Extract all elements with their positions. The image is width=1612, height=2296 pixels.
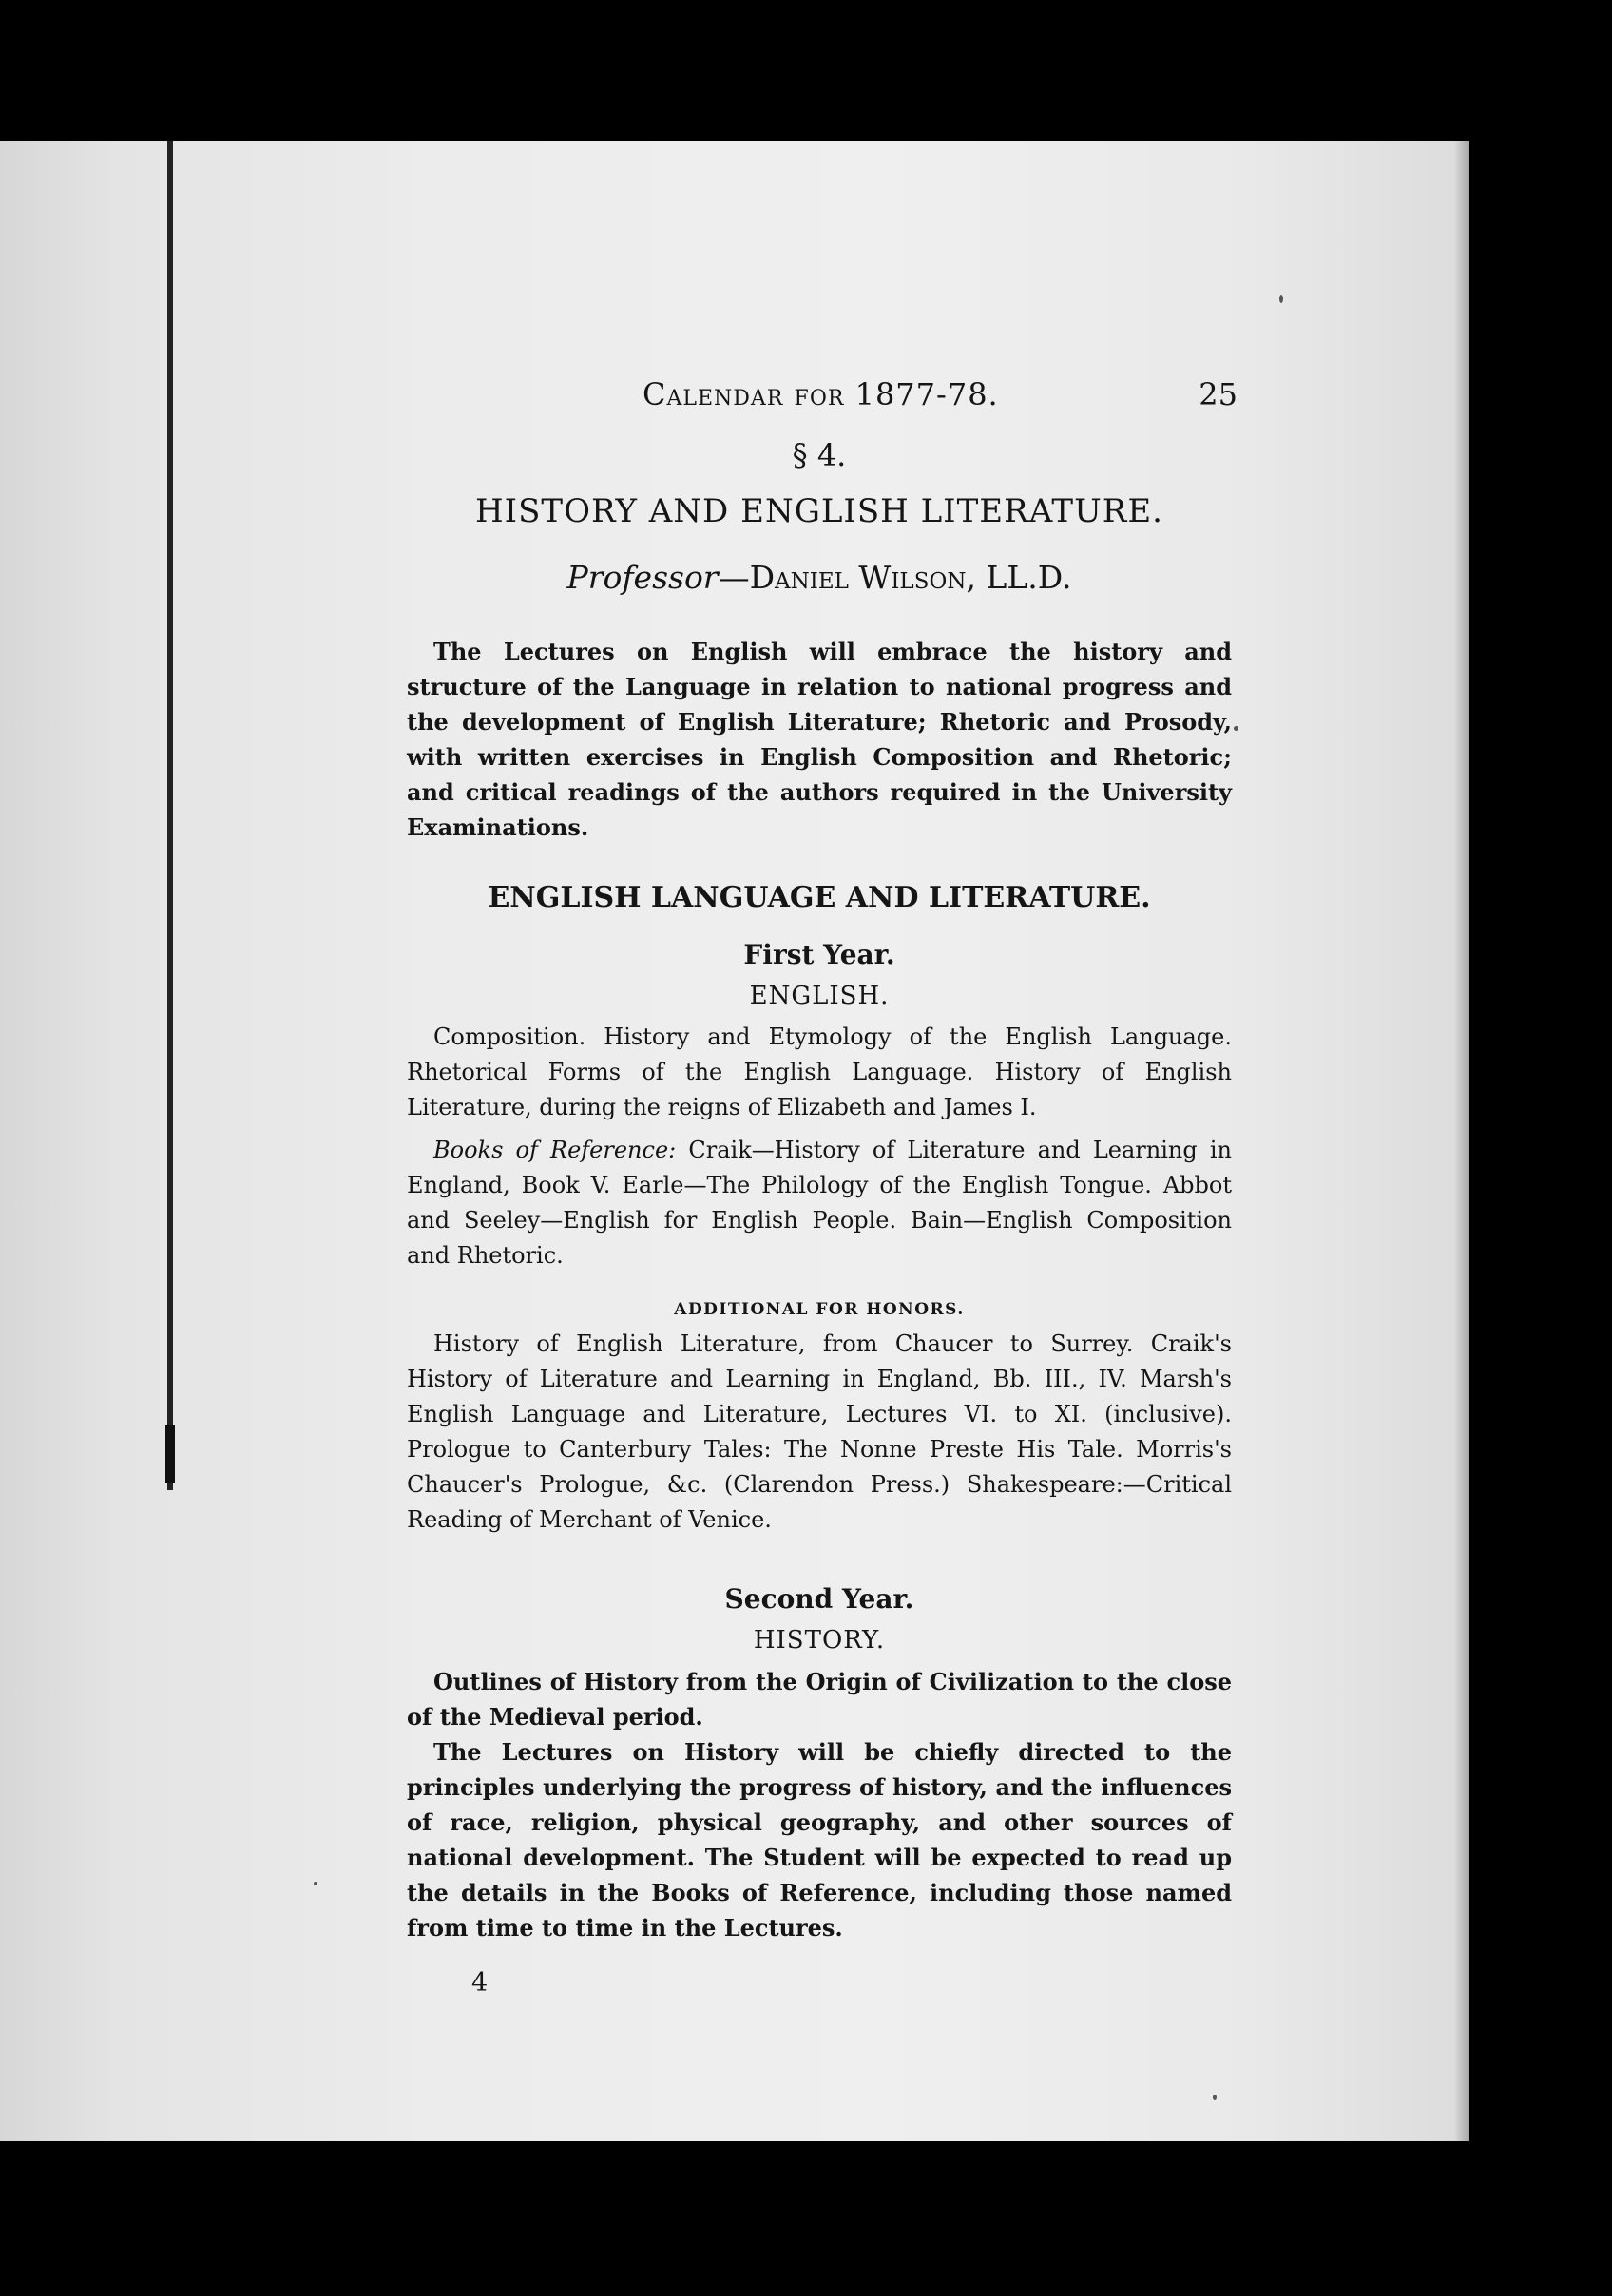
gutter-mark — [165, 1425, 175, 1483]
section-mark: § 4. — [792, 437, 847, 473]
first-year-subject: ENGLISH. — [749, 982, 890, 1010]
professor-name: —Daniel Wilson, LL.D. — [718, 559, 1072, 596]
page-number: 25 — [1199, 376, 1238, 412]
signature-mark: 4 — [471, 1968, 489, 1998]
dust-speck — [1279, 295, 1283, 303]
second-year-heading: Second Year. — [724, 1583, 914, 1615]
binding-gutter — [167, 141, 173, 1490]
dust-speck — [1234, 726, 1238, 731]
page-text — [407, 376, 1238, 1998]
subject-heading: ENGLISH LANGUAGE AND LITERATURE. — [488, 881, 1151, 914]
first-year-body: Composition. History and Etymology of the English Language. Rhetorical Forms of the English Language. History of English Literature, during the reigns of Elizabeth and James I. — [407, 1024, 1232, 1120]
second-year-body-1: Outlines of History from the Origin of Civilization to the close of the Medieval period. — [407, 1668, 1232, 1731]
second-year-body-2: The Lectures on History will be chiefly directed to the principles underlying the progress of history, and the influences of race, religion, physical geography, and other sources of national development. The Student will be expected to read up the details in the Books of Reference, including those named from time to time in the Lectures. — [407, 1738, 1232, 1942]
section-title: HISTORY AND ENGLISH LITERATURE. — [475, 492, 1163, 530]
professor-role: Professor — [566, 559, 719, 596]
reference-body: Craik—History of Literature and Learning in England, Book V. Earle—The Philology of the English Tongue. Abbot and Seeley—English for English People. Bain—English Composition and Rhetoric. — [407, 1137, 1232, 1269]
reference-label: Books of Reference: — [433, 1137, 677, 1163]
books-of-reference — [407, 1133, 1232, 1273]
dust-speck — [314, 1882, 317, 1885]
professor-line — [407, 559, 1232, 596]
dust-speck — [1213, 2095, 1217, 2100]
honors-heading: ADDITIONAL FOR HONORS. — [674, 1300, 965, 1319]
first-year-heading: First Year. — [743, 939, 895, 970]
intro-paragraph: The Lectures on English will embrace the history and structure of the Language in relation to national progress and the development of English Literature; Rhetoric and Prosody, with written exercises in English Composition and Rhetoric; and critical readings of the authors required in the University Examinations. — [407, 638, 1232, 841]
running-header — [407, 376, 1238, 428]
page-edge-shadow — [1454, 141, 1469, 2141]
honors-body: History of English Literature, from Chaucer to Surrey. Craik's History of Literature and Learning in England, Bb. III., IV. Marsh's English Language and Literature, Lectures VI. to XI. (inclusive). Prologue to Canterbury Tales: The Nonne Preste His Tale. Morris's Chaucer's Prologue, &c. (Clarendon Press.) Shakespeare:—Critical Reading of Merchant of Venice. — [407, 1330, 1232, 1533]
header-title: Calendar for 1877-78. — [643, 376, 999, 412]
second-year-subject: HISTORY. — [753, 1626, 886, 1655]
